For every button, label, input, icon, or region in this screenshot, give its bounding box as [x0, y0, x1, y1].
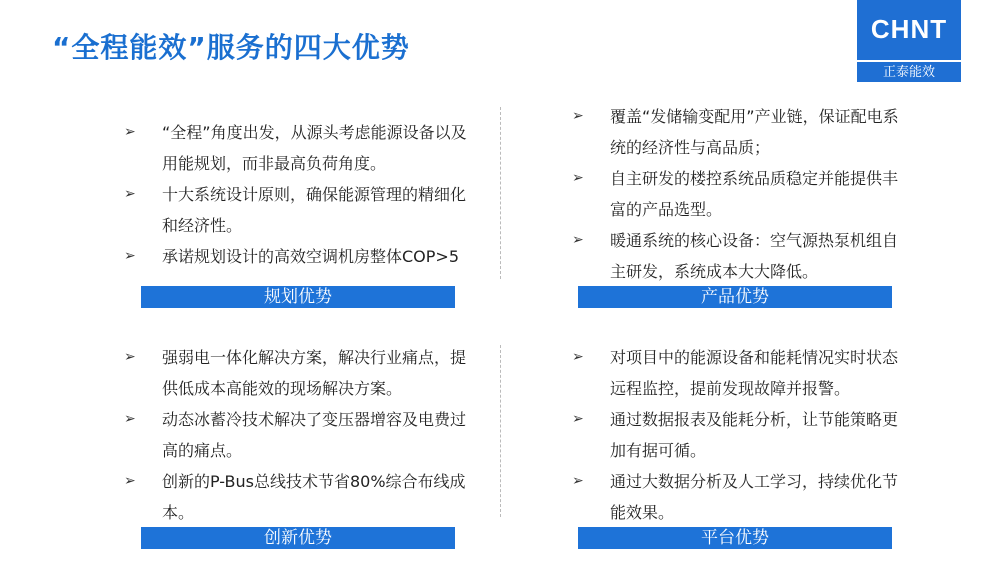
logo-subtitle: 正泰能效 [857, 60, 961, 82]
label-planning: 规划优势 [141, 286, 455, 308]
panel-platform [572, 342, 902, 528]
arrow-bullet-icon: ➢ [124, 411, 136, 427]
list-item: ➢ 通过数据报表及能耗分析，让节能策略更加有据可循。 [572, 404, 902, 466]
label-product: 产品优势 [578, 286, 892, 308]
arrow-bullet-icon: ➢ [572, 411, 584, 427]
arrow-bullet-icon: ➢ [572, 349, 584, 365]
panel-innovation [124, 342, 474, 528]
list-item: ➢ 对项目中的能源设备和能耗情况实时状态远程监控，提前发现故障并报警。 [572, 342, 902, 404]
list-item: ➢ 通过大数据分析及人工学习，持续优化节能效果。 [572, 466, 902, 528]
arrow-bullet-icon: ➢ [124, 124, 136, 140]
arrow-bullet-icon: ➢ [124, 473, 136, 489]
list-item: ➢ 创新的P-Bus总线技术节省80%综合布线成本。 [124, 466, 474, 528]
page-title: “全程能效”服务的四大优势 [52, 31, 410, 64]
arrow-bullet-icon: ➢ [572, 232, 584, 248]
arrow-bullet-icon: ➢ [124, 186, 136, 202]
arrow-bullet-icon: ➢ [124, 248, 136, 264]
divider-bottom [500, 345, 501, 517]
arrow-bullet-icon: ➢ [572, 170, 584, 186]
panel-planning [124, 117, 474, 272]
list-item: ➢ 动态冰蓄冷技术解决了变压器增容及电费过高的痛点。 [124, 404, 474, 466]
panel-product [572, 101, 902, 287]
list-item: ➢ 暖通系统的核心设备：空气源热泵机组自主研发，系统成本大大降低。 [572, 225, 902, 287]
list-item: ➢ 十大系统设计原则，确保能源管理的精细化和经济性。 [124, 179, 474, 241]
chint-logo [857, 0, 961, 82]
label-innovation: 创新优势 [141, 527, 455, 549]
list-item: ➢ “全程”角度出发，从源头考虑能源设备以及用能规划，而非最高负荷角度。 [124, 117, 474, 179]
arrow-bullet-icon: ➢ [124, 349, 136, 365]
label-platform: 平台优势 [578, 527, 892, 549]
list-item: ➢ 自主研发的楼控系统品质稳定并能提供丰富的产品选型。 [572, 163, 902, 225]
list-item: ➢ 承诺规划设计的高效空调机房整体COP>5 [124, 241, 474, 272]
logo-brand: CHNT [870, 14, 948, 44]
list-item: ➢ 覆盖“发储输变配用”产业链，保证配电系统的经济性与高品质； [572, 101, 902, 163]
divider-top [500, 107, 501, 279]
arrow-bullet-icon: ➢ [572, 108, 584, 124]
list-item: ➢ 强弱电一体化解决方案，解决行业痛点，提供低成本高能效的现场解决方案。 [124, 342, 474, 404]
arrow-bullet-icon: ➢ [572, 473, 584, 489]
